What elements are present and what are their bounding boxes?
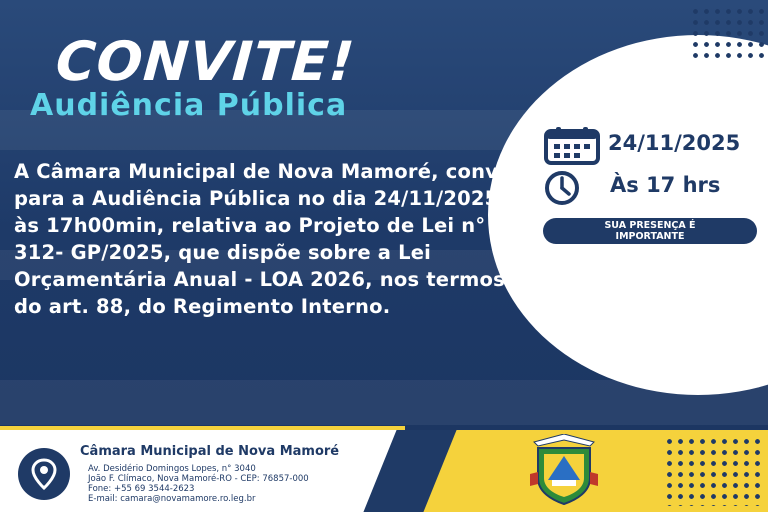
footer [0, 430, 768, 512]
calendar-icon [544, 127, 600, 165]
footer-address-1: Av. Desidério Domingos Lopes, n° 3040 [88, 464, 256, 474]
footer-institution-name: Câmara Municipal de Nova Mamoré [80, 444, 340, 459]
event-subtitle: Audiência Pública [30, 88, 348, 123]
event-date: 24/11/2025 [608, 131, 741, 155]
badge-line1: SUA PRESENÇA É [604, 220, 696, 231]
invitation-text: A Câmara Municipal de Nova Mamoré, convida para a Audiência Pública no dia 24/11/2025, às 17h00min, relativa ao Projeto de Lei n° 312- GP/2025, que dispõe sobre a Lei Orçamentária Anual - LOA 2026, nos termos do art. 88, do Regimento Interno. [14, 160, 533, 318]
presence-badge [543, 218, 757, 244]
invite-title: CONVITE! [53, 30, 358, 93]
footer-dot-pattern [664, 436, 764, 506]
clock-icon [544, 170, 584, 206]
footer-email: E-mail: camara@novamamore.ro.leg.br [88, 494, 256, 504]
badge-line2: IMPORTANTE [615, 231, 685, 242]
location-pin-icon [18, 448, 70, 500]
municipal-crest-icon [524, 434, 604, 508]
dot-pattern [690, 6, 768, 64]
event-time: Às 17 hrs [610, 173, 721, 197]
footer-address-2: João F. Clímaco, Nova Mamoré-RO - CEP: 76857-000 [88, 474, 309, 484]
footer-phone: Fone: +55 69 3544-2623 [88, 484, 195, 494]
